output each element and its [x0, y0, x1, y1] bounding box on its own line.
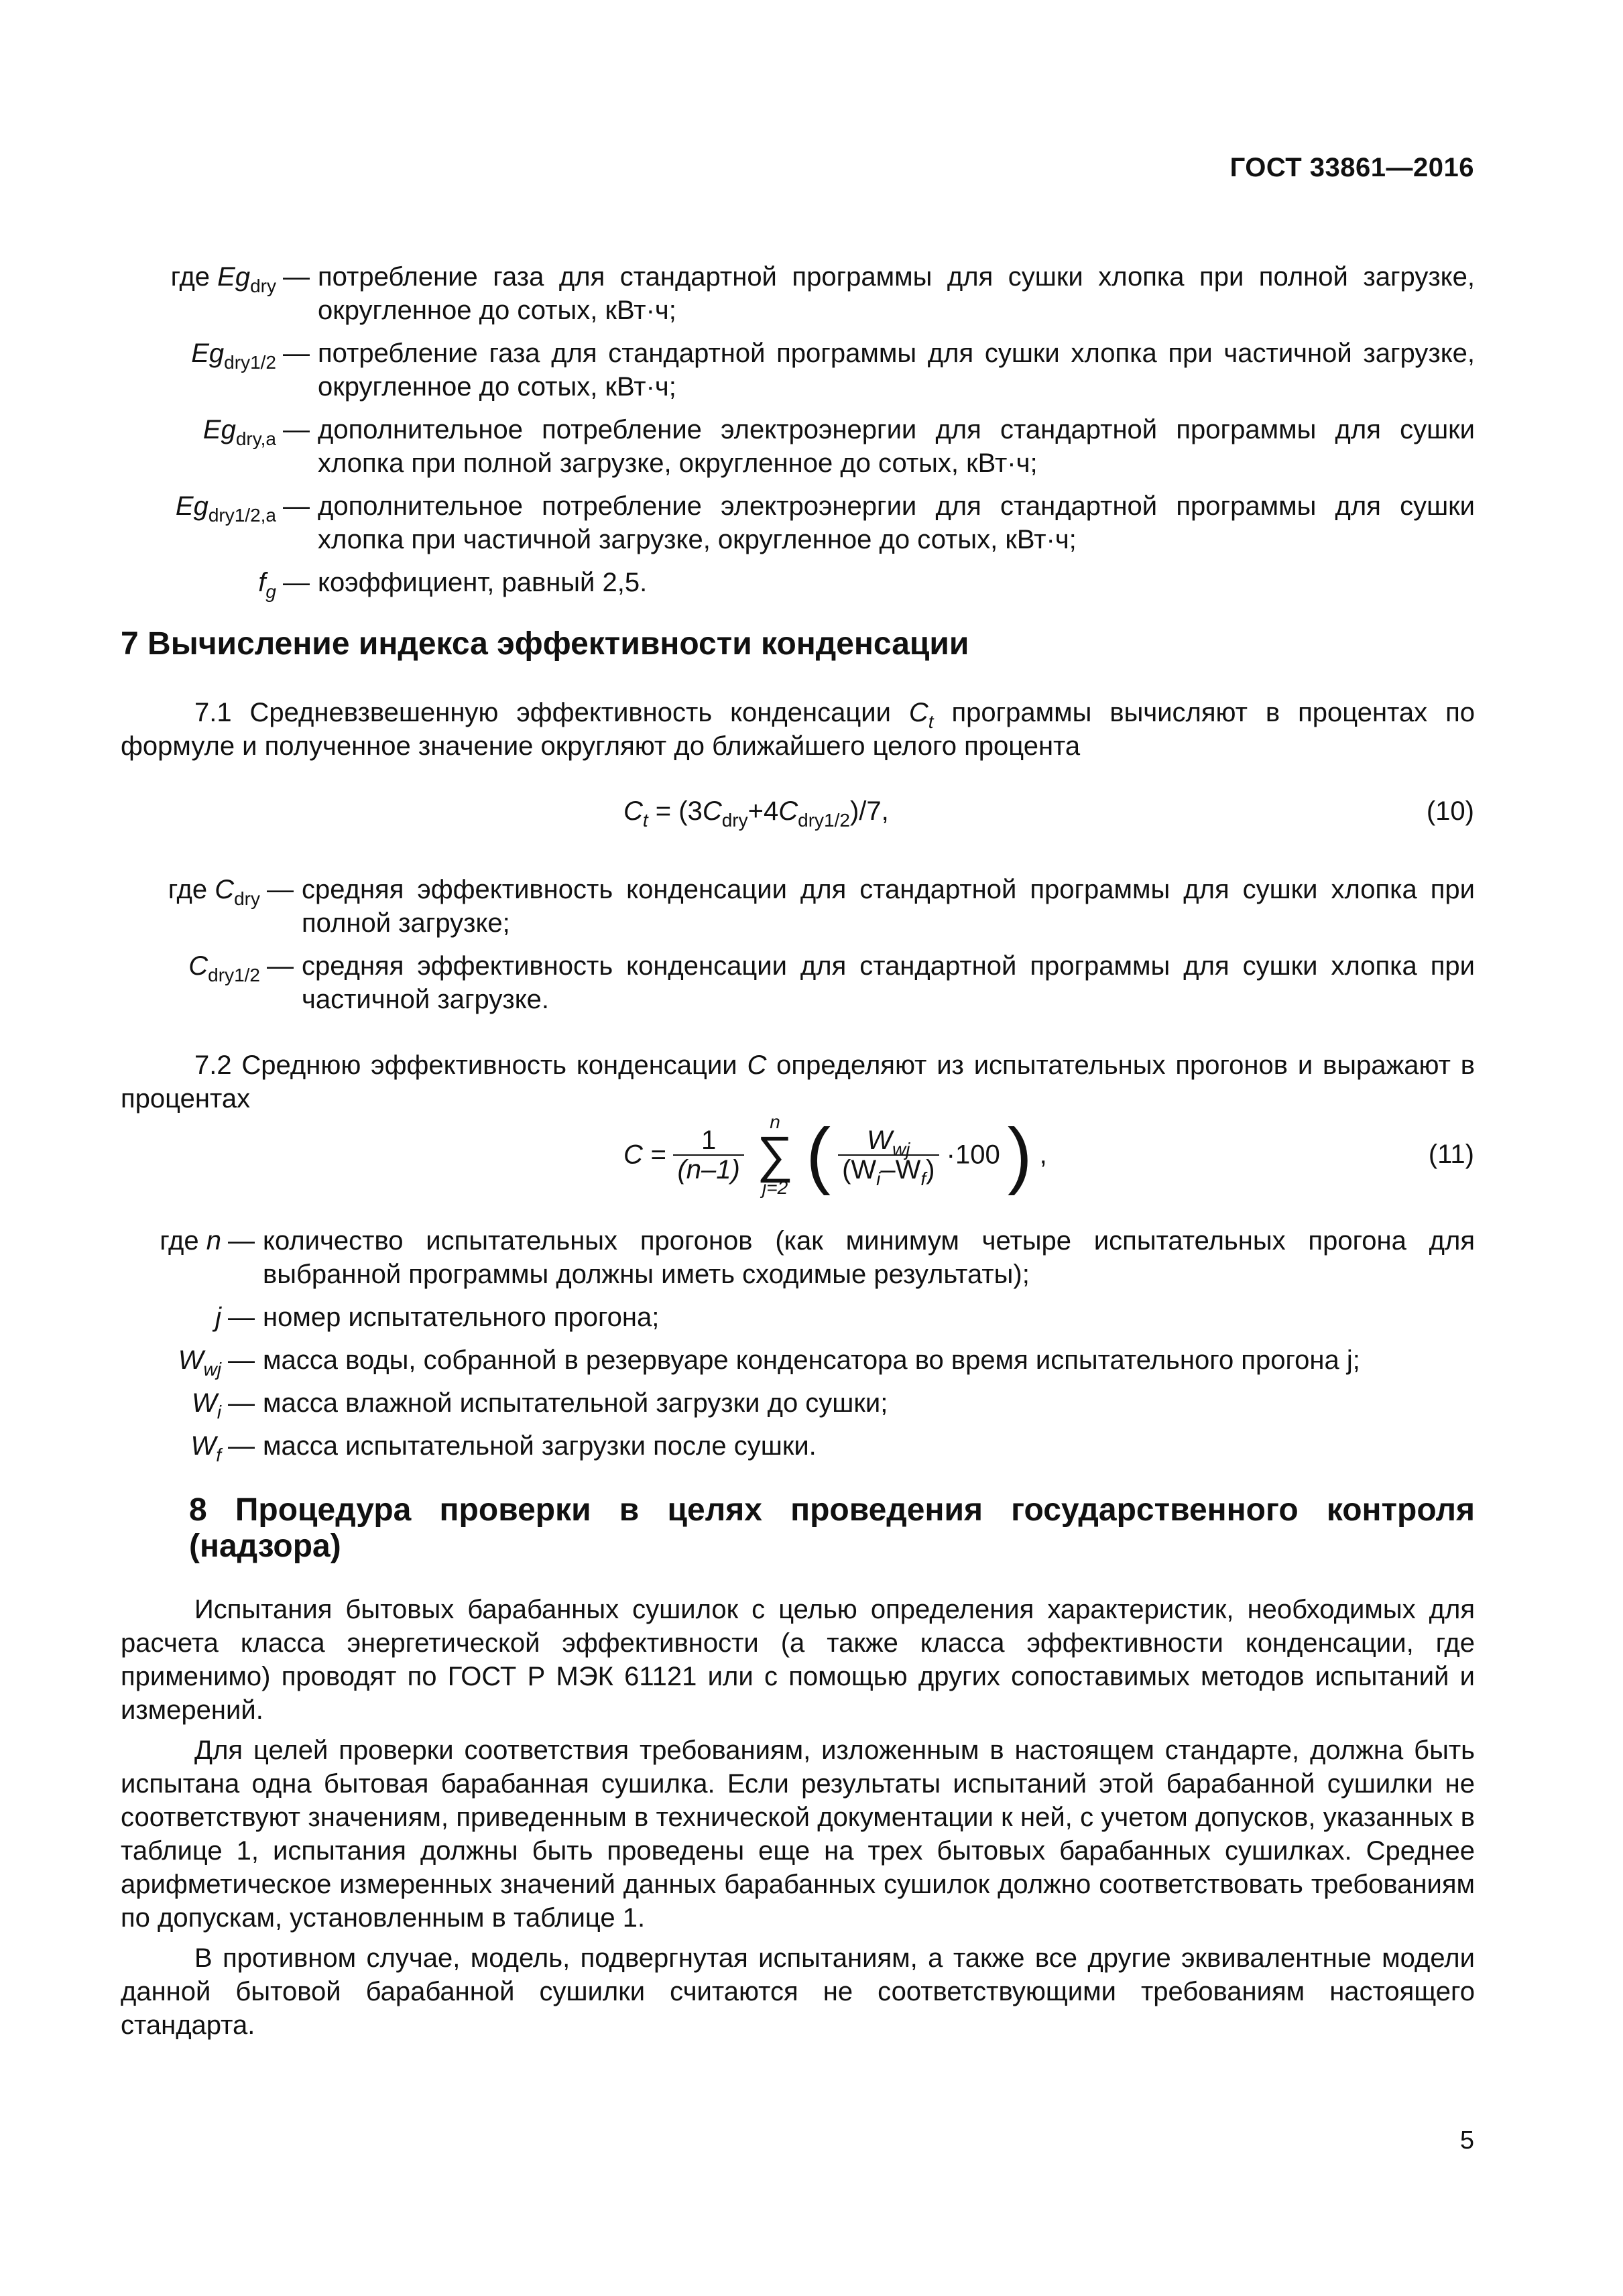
definition-row: $Eg_{dry1/2}$ — потребление газа для стандартной программы для сушки хлопка при частичной загрузке, округленное до сотых, кВт·ч;: [121, 337, 1475, 404]
definition-row: $W_f$ — масса испытательной загрузки после сушки.: [121, 1429, 1475, 1463]
def-subscript: dry1/2,a: [208, 504, 276, 526]
definition-row: $W_{wj}$ — масса воды, собранной в резервуаре конденсатора во время испытательного прогона j;: [121, 1343, 1475, 1377]
def-text: количество испытательных прогонов (как минимум четыре испытательных прогона для выбранной программы должны иметь сходимые результаты);: [263, 1226, 1475, 1289]
page-number: 5: [1459, 2126, 1474, 2155]
def-text: масса влажной испытательной загрузки до сушки;: [263, 1388, 888, 1418]
definition-row: где $C_{dry}$ — средняя эффективность конденсации для стандартной программы для сушки хлопка при полной загрузке;: [121, 873, 1475, 940]
def-symbol: Eg: [202, 415, 236, 444]
def-symbol: Eg: [175, 491, 208, 521]
formula-10-number: (10): [1426, 796, 1474, 826]
def-text: средняя эффективность конденсации для стандартной программы для сушки хлопка при полной загрузке;: [302, 875, 1475, 938]
def-prefix: где: [170, 262, 218, 292]
section-7-heading: 7 Вычисление индекса эффективности конденсации: [121, 626, 969, 662]
definition-row: $W_i$ — масса влажной испытательной загрузки до сушки;: [121, 1386, 1475, 1420]
definition-row: $Eg_{dry1/2,a}$ — дополнительное потребление электроэнергии для стандартной программы для сушки хлопка при частичной загрузке, округленное до сотых, кВт·ч;: [121, 489, 1475, 556]
paragraph-8-3: В противном случае, модель, подвергнутая испытаниям, а также все другие эквивалентные модели данной бытовой барабанной сушилки считаются не соответствующими требованиям настоящего стандарта.: [121, 1943, 1475, 2040]
definition-row: $f_g$ — коэффициент, равный 2,5.: [121, 566, 1475, 599]
def-subscript: dry1/2: [224, 351, 276, 373]
paragraph-7-1: 7.1 Средневзвешенную эффективность конденсации $C_t$ программы вычисляют в процентах по формуле и полученное значение округляют до ближайшего целого процента: [121, 698, 1475, 761]
def-text: дополнительное потребление электроэнергии для стандартной программы для сушки хлопка при полной загрузке, округленное до сотых, кВт·ч;: [318, 415, 1475, 478]
paragraph-8-1: Испытания бытовых барабанных сушилок с целью определения характеристик, необходимых для расчета класса энергетической эффективности (а также класса эффективности конденсации, где применимо) проводят по ГОСТ Р МЭК 61121 или с помощью других сопоставимых методов испытаний и измерений.: [121, 1595, 1475, 1725]
definition-row: j — номер испытательного прогона;: [121, 1301, 1475, 1334]
definitions-list-3: [121, 1224, 1475, 1472]
definition-row: $C_{dry1/2}$ — средняя эффективность конденсации для стандартной программы для сушки хлопка при частичной загрузке.: [121, 949, 1475, 1016]
page-header-doc-id: ГОСТ 33861—2016: [1229, 153, 1474, 182]
definition-row: где n — количество испытательных прогонов (как минимум четыре испытательных прогона для выбранной программы должны иметь сходимые результаты);: [121, 1224, 1475, 1291]
paragraph-8-2: Для целей проверки соответствия требованиям, изложенным в настоящем стандарте, должна быть испытана одна бытовая барабанная сушилка. Если результаты испытаний этой барабанной сушилки не соответствуют значениям, приведенным в технической документации к ней, с учетом допусков, указанных в таблице 1, испытания должны быть проведены еще на трех бытовых барабанных сушилках. Среднее арифметическое измеренных значений данных барабанных сушилок должно соответствовать требованиям по допускам, установленным в таблице 1.: [121, 1736, 1475, 1933]
summation-sign: n ∑ j=2: [757, 1111, 794, 1198]
definition-row: $Eg_{dry,a}$ — дополнительное потребление электроэнергии для стандартной программы для сушки хлопка при полной загрузке, округленное до сотых, кВт·ч;: [121, 413, 1475, 480]
def-text: потребление газа для стандартной программы для сушки хлопка при полной загрузке, округленное до сотых, кВт·ч;: [318, 262, 1475, 325]
def-text: потребление газа для стандартной программы для сушки хлопка при частичной загрузке, округленное до сотых, кВт·ч;: [318, 339, 1475, 402]
paragraph-7-2: 7.2 Среднюю эффективность конденсации C определяют из испытательных прогонов и выражают в процентах: [121, 1050, 1475, 1113]
def-symbol: f: [258, 568, 266, 597]
def-subscript: dry: [250, 275, 276, 296]
def-text: масса воды, собранной в резервуаре конденсатора во время испытательного прогона j;: [263, 1345, 1360, 1375]
def-subscript: dry,a: [235, 428, 276, 449]
definition-row: где $Eg_{dry}$ — потребление газа для стандартной программы для сушки хлопка при полной загрузке, округленное до сотых, кВт·ч;: [121, 260, 1475, 327]
formula-11-number: (11): [1428, 1140, 1474, 1169]
def-text: масса испытательной загрузки после сушки.: [263, 1431, 817, 1461]
def-text: средняя эффективность конденсации для стандартной программы для сушки хлопка при частичной загрузке.: [302, 951, 1475, 1014]
def-subscript: g: [265, 581, 276, 602]
def-text: номер испытательного прогона;: [263, 1303, 660, 1332]
definitions-list-1: [121, 260, 1475, 609]
def-text: коэффициент, равный 2,5.: [318, 568, 648, 597]
def-symbol: Eg: [217, 262, 251, 292]
section-8-heading: 8 Процедура проверки в целях проведения государственного контроля (надзора): [189, 1492, 1475, 1564]
def-symbol: Eg: [191, 339, 225, 368]
def-text: дополнительное потребление электроэнергии для стандартной программы для сушки хлопка при частичной загрузке, округленное до сотых, кВт·ч;: [318, 491, 1475, 554]
definitions-list-2: [121, 873, 1475, 1026]
formula-11: C = $\frac{1}{(n-1)}$ n ∑ j=2 ( $\frac{W_{wj}}{(W_i-W_f)}$ ·100 ) ,: [623, 1111, 1047, 1198]
formula-10: $C_t = (3C_{dry}+4C_{dry1/2})/7$,: [623, 796, 889, 831]
